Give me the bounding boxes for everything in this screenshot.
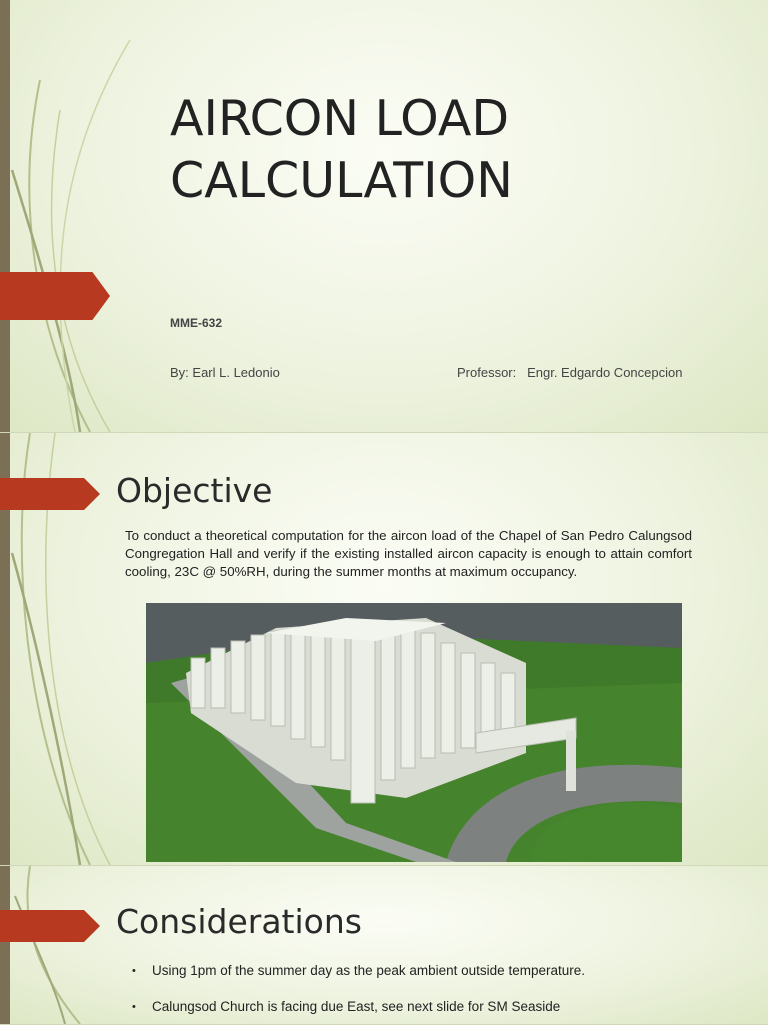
list-item [132,962,672,980]
considerations-slide [0,866,768,1025]
objective-heading: Objective [116,471,273,510]
considerations-heading: Considerations [116,902,362,941]
objective-slide [0,433,768,866]
slide-arrow-marker [0,910,100,942]
title-slide [0,0,768,433]
left-accent-bar [0,0,10,432]
professor-line: Professor: Engr. Edgardo Concepcion [457,365,683,380]
objective-text: To conduct a theoretical computation for the aircon load of the Chapel of San Pedro Calungsod Congregation Hall and verify if the existing installed aircon capacity is enough to attain comfort cooling, 23C @ 50%RH, during the summer months at maximum occupancy. [125,528,692,579]
slide-arrow-marker [0,478,100,510]
bullet-icon: • [132,965,136,977]
bullet-text: Calungsod Church is facing due East, see next slide for SM Seaside [152,999,561,1014]
left-accent-bar [0,866,10,1024]
course-code: MME-632 [170,316,223,330]
list-item [132,998,672,1016]
decorative-swoosh-lines [0,866,140,1024]
considerations-list [132,962,672,1025]
slide-arrow-marker [0,272,110,320]
building-rendering-image [146,603,682,862]
presentation-title: AIRCON LOAD CALCULATION [170,90,513,209]
bullet-icon: • [132,1001,136,1013]
author-line: By: Earl L. Ledonio [170,365,280,380]
decorative-swoosh-lines [0,0,140,432]
bullet-text: Using 1pm of the summer day as the peak ambient outside temperature. [152,963,585,978]
